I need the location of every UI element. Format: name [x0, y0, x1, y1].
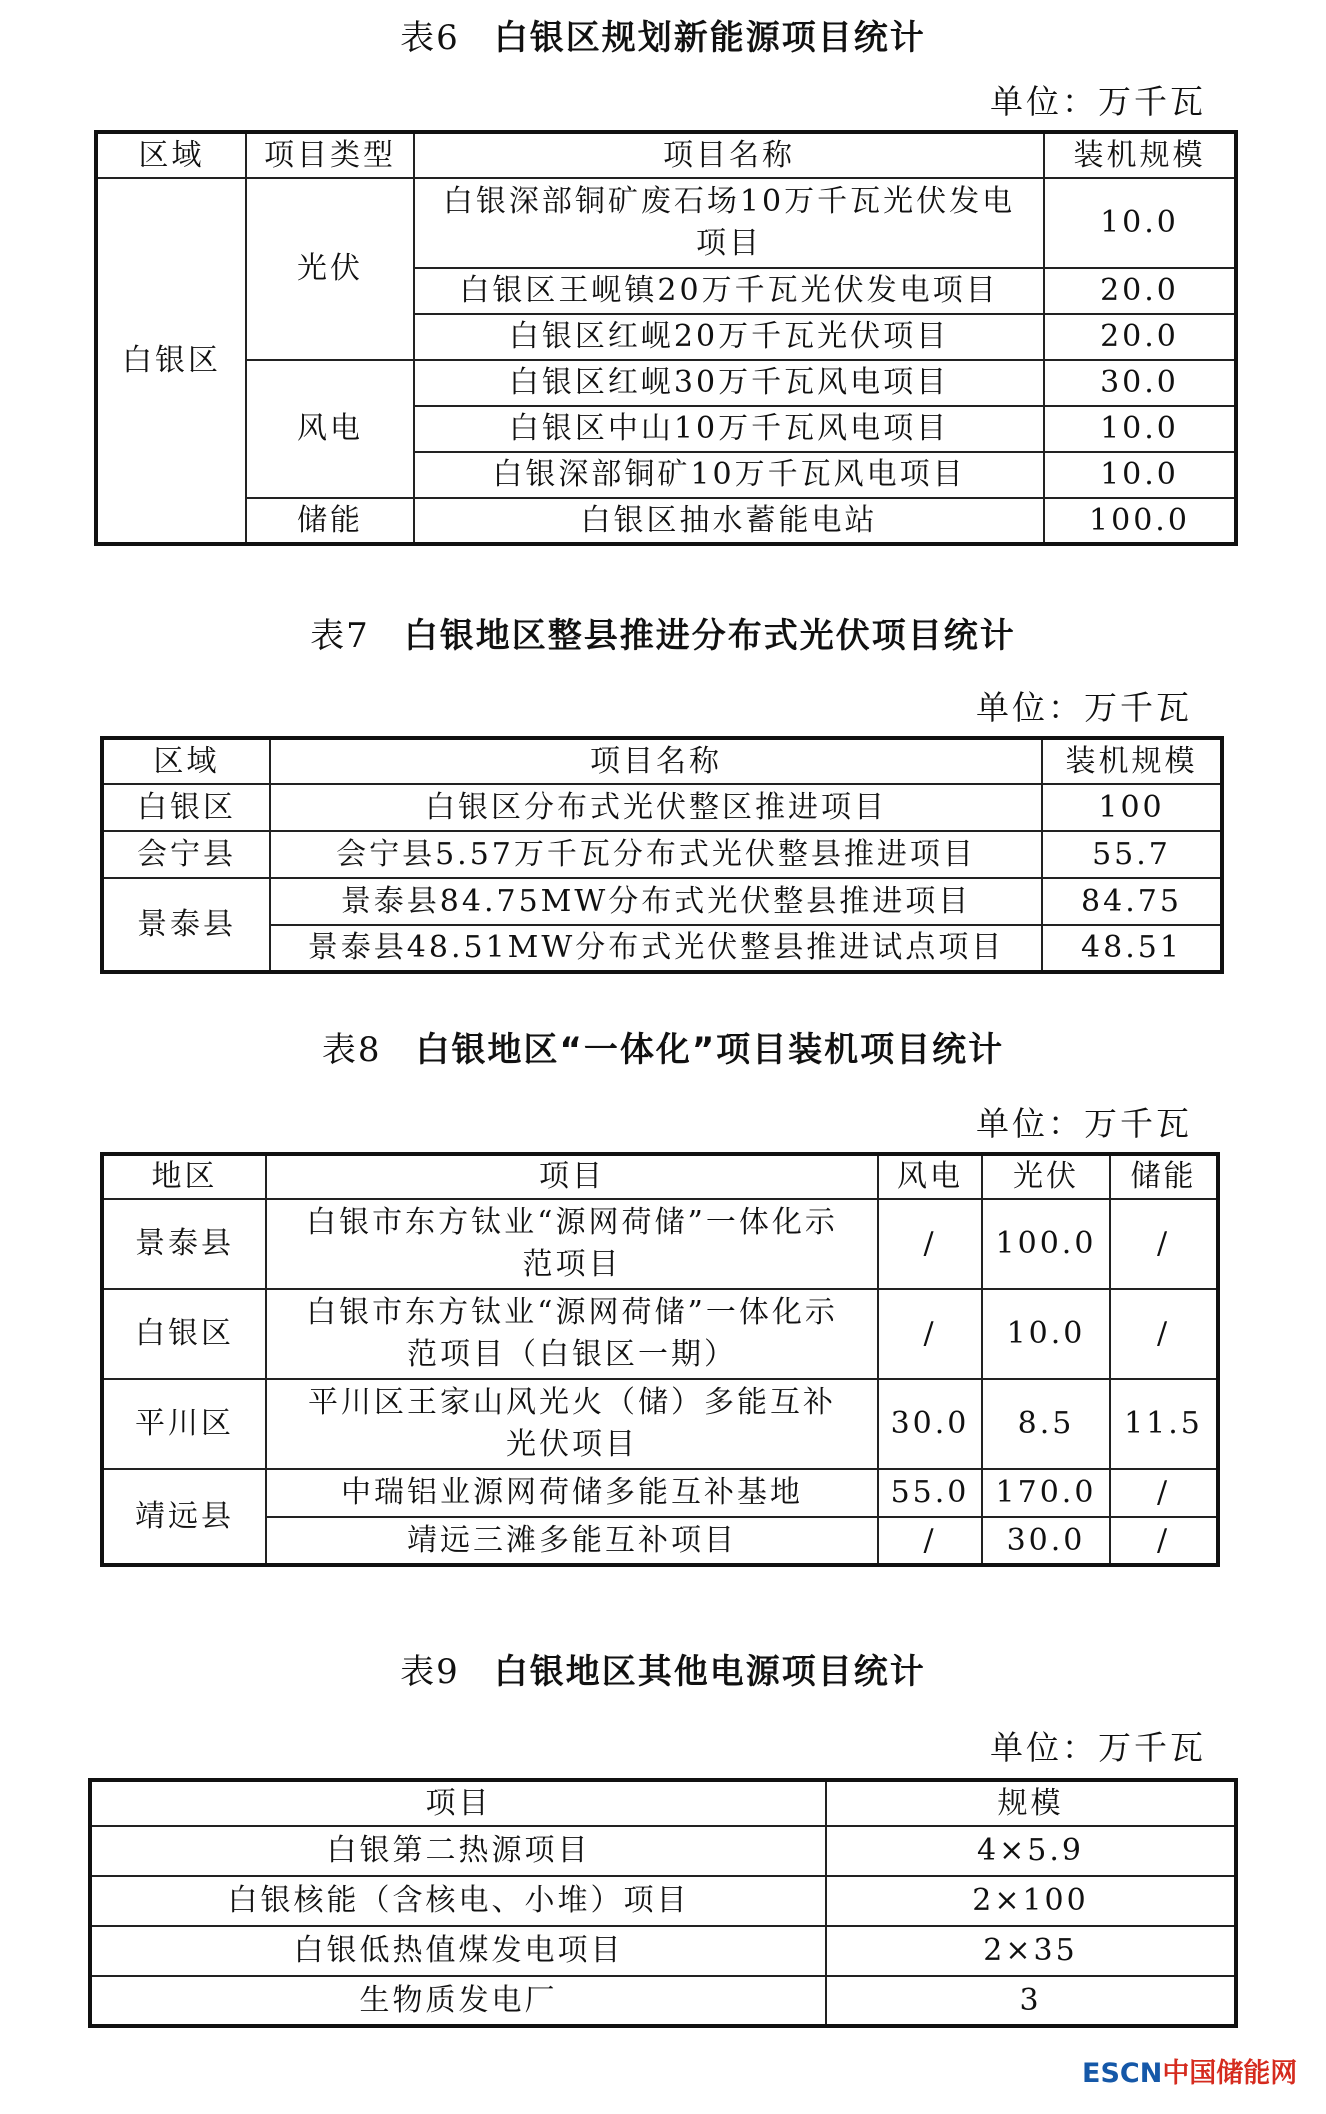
table6-type-cell: 光伏 [246, 178, 414, 360]
table8-wind-cell: 55.0 [878, 1469, 982, 1517]
table8-storage-cell: / [1110, 1289, 1218, 1379]
table-row [90, 1826, 1236, 1876]
table9-project-cell: 生物质发电厂 [90, 1976, 826, 2026]
table6-title [0, 18, 1326, 58]
table7-name-cell: 白银区分布式光伏整区推进项目 [270, 784, 1042, 831]
table6-name-cell: 白银区红岘20万千瓦光伏项目 [414, 314, 1044, 360]
table8 [100, 1152, 1220, 1567]
table9-scale-cell: 3 [826, 1976, 1236, 2026]
table8-number: 表8 [321, 1030, 382, 1070]
table6-header-region: 区域 [96, 132, 246, 178]
table7-header-name: 项目名称 [270, 738, 1042, 784]
table-row [102, 878, 1222, 925]
table6-name-cell: 白银区中山10万千瓦风电项目 [414, 406, 1044, 452]
table8-header-wind: 风电 [878, 1154, 982, 1199]
table8-wind-cell: / [878, 1289, 982, 1379]
table8-storage-cell: 11.5 [1110, 1379, 1218, 1469]
table6-scale-cell: 100.0 [1044, 498, 1236, 544]
table8-pv-cell: 10.0 [982, 1289, 1110, 1379]
table6-name-cell: 白银区红岘30万千瓦风电项目 [414, 360, 1044, 406]
table-row [90, 1876, 1236, 1926]
table-row [96, 360, 1236, 406]
table9-header-project: 项目 [90, 1780, 826, 1826]
logo-cn-text: 中国储能网 [1162, 2058, 1298, 2089]
table9-project-cell: 白银第二热源项目 [90, 1826, 826, 1876]
table7-name-cell: 会宁县5.57万千瓦分布式光伏整县推进项目 [270, 831, 1042, 878]
table7-title-text: 白银地区整县推进分布式光伏项目统计 [403, 616, 1016, 656]
table-row [102, 784, 1222, 831]
table6-type-cell: 风电 [246, 360, 414, 498]
table8-wind-cell: / [878, 1517, 982, 1565]
table6-scale-cell: 10.0 [1044, 178, 1236, 268]
table6-type-cell: 储能 [246, 498, 414, 544]
table9-scale-cell: 2×35 [826, 1926, 1236, 1976]
table8-storage-cell: / [1110, 1469, 1218, 1517]
table9-project-cell: 白银低热值煤发电项目 [90, 1926, 826, 1976]
table7-scale-cell: 84.75 [1042, 878, 1222, 925]
table8-project-cell: 中瑞铝业源网荷储多能互补基地 [266, 1469, 878, 1517]
table9-scale-cell: 4×5.9 [826, 1826, 1236, 1876]
table8-header-pv: 光伏 [982, 1154, 1110, 1199]
table-row [90, 1976, 1236, 2026]
table9-header-scale: 规模 [826, 1780, 1236, 1826]
table7-title [0, 616, 1326, 656]
table8-wind-cell: / [878, 1199, 982, 1289]
table8-storage-cell: / [1110, 1199, 1218, 1289]
table6-scale-cell: 10.0 [1044, 406, 1236, 452]
table8-header-project: 项目 [266, 1154, 878, 1199]
table7-scale-cell: 55.7 [1042, 831, 1222, 878]
escn-logo [1082, 2057, 1297, 2091]
table7-number: 表7 [310, 616, 370, 656]
table6 [94, 130, 1238, 546]
table8-project-cell: 靖远三滩多能互补项目 [266, 1517, 878, 1565]
table6-header-name: 项目名称 [414, 132, 1044, 178]
table7-region-cell: 白银区 [102, 784, 270, 831]
table9-project-cell: 白银核能（含核电、小堆）项目 [90, 1876, 826, 1926]
table8-pv-cell: 170.0 [982, 1469, 1110, 1517]
table7 [100, 736, 1224, 974]
table8-project-cell: 白银市东方钛业“源网荷储”一体化示范项目（白银区一期） [266, 1289, 878, 1379]
table9-unit: 单位：万千瓦 [990, 1728, 1206, 1767]
table-row [96, 178, 1236, 268]
table6-scale-cell: 10.0 [1044, 452, 1236, 498]
table8-storage-cell: / [1110, 1517, 1218, 1565]
table-row [102, 1289, 1218, 1379]
table8-wind-cell: 30.0 [878, 1379, 982, 1469]
table8-pv-cell: 30.0 [982, 1517, 1110, 1565]
table6-number: 表6 [400, 18, 460, 58]
table9-scale-cell: 2×100 [826, 1876, 1236, 1926]
table9-header-row [90, 1780, 1236, 1826]
table8-project-cell: 平川区王家山风光火（储）多能互补光伏项目 [266, 1379, 878, 1469]
table-row [102, 925, 1222, 972]
table7-region-cell: 景泰县 [102, 878, 270, 972]
logo-escn-text: ESCN [1082, 2058, 1163, 2089]
table8-header-region: 地区 [102, 1154, 266, 1199]
table6-scale-cell: 20.0 [1044, 268, 1236, 314]
table8-header-row [102, 1154, 1218, 1199]
table-row [102, 1199, 1218, 1289]
table8-pv-cell: 100.0 [982, 1199, 1110, 1289]
table7-header-scale: 装机规模 [1042, 738, 1222, 784]
table6-unit: 单位：万千瓦 [990, 82, 1206, 121]
table-row [96, 498, 1236, 544]
table-row [90, 1926, 1236, 1976]
table7-scale-cell: 48.51 [1042, 925, 1222, 972]
table8-header-storage: 储能 [1110, 1154, 1218, 1199]
table7-header-row [102, 738, 1222, 784]
table8-title [0, 1030, 1326, 1070]
table8-pv-cell: 8.5 [982, 1379, 1110, 1469]
table8-region-cell: 景泰县 [102, 1199, 266, 1289]
table7-scale-cell: 100 [1042, 784, 1222, 831]
table6-scale-cell: 30.0 [1044, 360, 1236, 406]
table-row [102, 1379, 1218, 1469]
table6-header-row [96, 132, 1236, 178]
table8-region-cell: 平川区 [102, 1379, 266, 1469]
table7-name-cell: 景泰县84.75MW分布式光伏整县推进项目 [270, 878, 1042, 925]
table6-header-type: 项目类型 [246, 132, 414, 178]
table8-title-text: 白银地区“一体化”项目装机项目统计 [415, 1030, 1005, 1070]
table9 [88, 1778, 1238, 2028]
table6-header-scale: 装机规模 [1044, 132, 1236, 178]
table-row [102, 1469, 1218, 1517]
table7-name-cell: 景泰县48.51MW分布式光伏整县推进试点项目 [270, 925, 1042, 972]
table9-number: 表9 [400, 1652, 460, 1692]
table7-unit: 单位：万千瓦 [976, 688, 1192, 727]
table-row [102, 1517, 1218, 1565]
table8-region-cell: 白银区 [102, 1289, 266, 1379]
table-row [102, 831, 1222, 878]
table8-region-cell: 靖远县 [102, 1469, 266, 1565]
table8-unit: 单位：万千瓦 [976, 1104, 1192, 1143]
table7-header-region: 区域 [102, 738, 270, 784]
table6-name-cell: 白银深部铜矿10万千瓦风电项目 [414, 452, 1044, 498]
table9-title-text: 白银地区其他电源项目统计 [493, 1652, 926, 1692]
table9-title [0, 1652, 1326, 1692]
table6-name-cell: 白银区抽水蓄能电站 [414, 498, 1044, 544]
table8-project-cell: 白银市东方钛业“源网荷储”一体化示范项目 [266, 1199, 878, 1289]
table6-title-text: 白银区规划新能源项目统计 [493, 18, 926, 58]
table7-region-cell: 会宁县 [102, 831, 270, 878]
table6-name-cell: 白银深部铜矿废石场10万千瓦光伏发电项目 [414, 178, 1044, 268]
table6-scale-cell: 20.0 [1044, 314, 1236, 360]
table6-name-cell: 白银区王岘镇20万千瓦光伏发电项目 [414, 268, 1044, 314]
table6-region-cell: 白银区 [96, 178, 246, 544]
